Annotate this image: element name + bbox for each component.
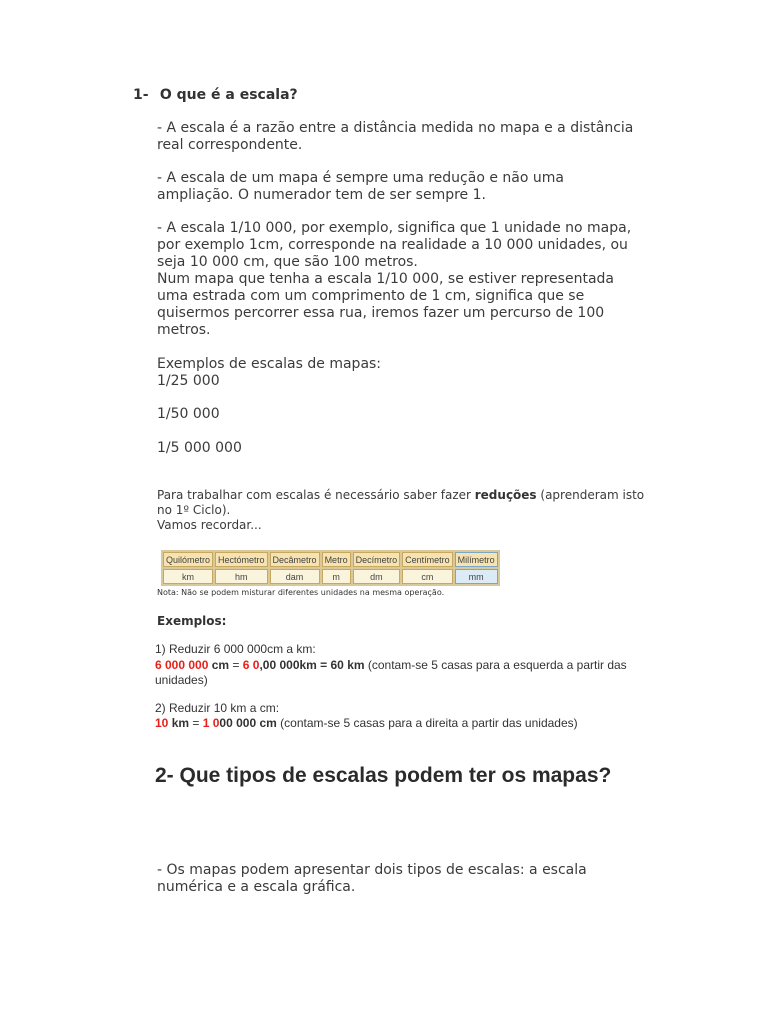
example-1-solution (155, 658, 655, 688)
highlight-value: 10 (155, 716, 169, 730)
scale-example: 1/5 000 000 (157, 440, 242, 456)
unit-header: Hectómetro (215, 552, 268, 567)
example-paragraph: - A escala 1/10 000, por exemplo, significa que 1 unidade no mapa, por exemplo 1cm, corresponde na realidade a 10 000 unidades, ou seja 10 000 cm, que são 100 metros. (157, 220, 632, 270)
reductions-intro (157, 488, 657, 518)
example-2-solution (155, 716, 655, 731)
units-abbr-row (163, 569, 498, 584)
unit-header: Decímetro (353, 552, 401, 567)
highlight-value: 6 0 (242, 658, 260, 672)
question-title: O que é a escala? (159, 87, 298, 103)
unit-abbr: km (163, 569, 213, 584)
question-number: 1- (133, 87, 149, 103)
reductions-bold: reduções (474, 488, 537, 502)
equals-sign: = (189, 716, 203, 730)
example-1-title: 1) Reduzir 6 000 000cm a km: (155, 642, 316, 656)
unit-abbr: mm (455, 569, 498, 584)
unit-header: Centímetro (402, 552, 453, 567)
reduction-paragraph: - A escala de um mapa é sempre uma redução e não uma ampliação. O numerador tem de ser sempre 1. (157, 170, 564, 203)
unit-abbr: dm (353, 569, 401, 584)
unit-abbr: dam (270, 569, 320, 584)
scale-example: 1/50 000 (157, 406, 220, 422)
unit-abbr: m (322, 569, 351, 584)
examples-title: Exemplos de escalas de mapas: (157, 356, 382, 372)
question-1-heading (133, 87, 298, 103)
unit-header: Milímetro (455, 552, 498, 567)
unit-text: km (168, 716, 190, 730)
result-text: 00 000 cm (219, 716, 277, 730)
question-2-heading: 2- Que tipos de escalas podem ter os mapas? (155, 764, 612, 787)
road-example-paragraph: Num mapa que tenha a escala 1/10 000, se estiver representada uma estrada com um comprimento de 1 cm, significa que se quisermos percorrer essa rua, iremos fazer um percurso de 100 metros. (157, 271, 614, 338)
recap-line: Vamos recordar... (157, 518, 262, 532)
reductions-text-pre: Para trabalhar com escalas é necessário saber fazer (157, 488, 475, 502)
example-2-title: 2) Reduzir 10 km a cm: (155, 701, 280, 715)
unit-abbr: hm (215, 569, 268, 584)
result-text: ,00 000km = 60 km (259, 658, 365, 672)
unit-header: Metro (322, 552, 351, 567)
scale-example: 1/25 000 (157, 373, 220, 389)
highlight-value: 6 000 000 (155, 658, 209, 672)
definition-paragraph: - A escala é a razão entre a distância medida no mapa e a distância real correspondente. (157, 120, 634, 153)
unit-header: Decâmetro (270, 552, 320, 567)
explanation-text: (contam-se 5 casas para a esquerda a partir das unidades) (155, 658, 627, 687)
unit-header: Quilómetro (163, 552, 213, 567)
highlight-value: 1 0 (202, 716, 220, 730)
examples-label: Exemplos: (157, 614, 227, 628)
scale-types-paragraph: - Os mapas podem apresentar dois tipos de escalas: a escala numérica e a escala gráfica. (157, 862, 587, 895)
units-table (161, 550, 500, 586)
unit-text: cm (208, 658, 230, 672)
reductions-text-post: (aprenderam isto no 1º Ciclo). (157, 488, 645, 517)
equals-sign: = (229, 658, 243, 672)
unit-abbr: cm (402, 569, 453, 584)
units-header-row (163, 552, 498, 567)
units-note: Nota: Não se podem misturar diferentes unidades na mesma operação. (157, 588, 445, 597)
explanation-text: (contam-se 5 casas para a direita a partir das unidades) (276, 716, 578, 730)
